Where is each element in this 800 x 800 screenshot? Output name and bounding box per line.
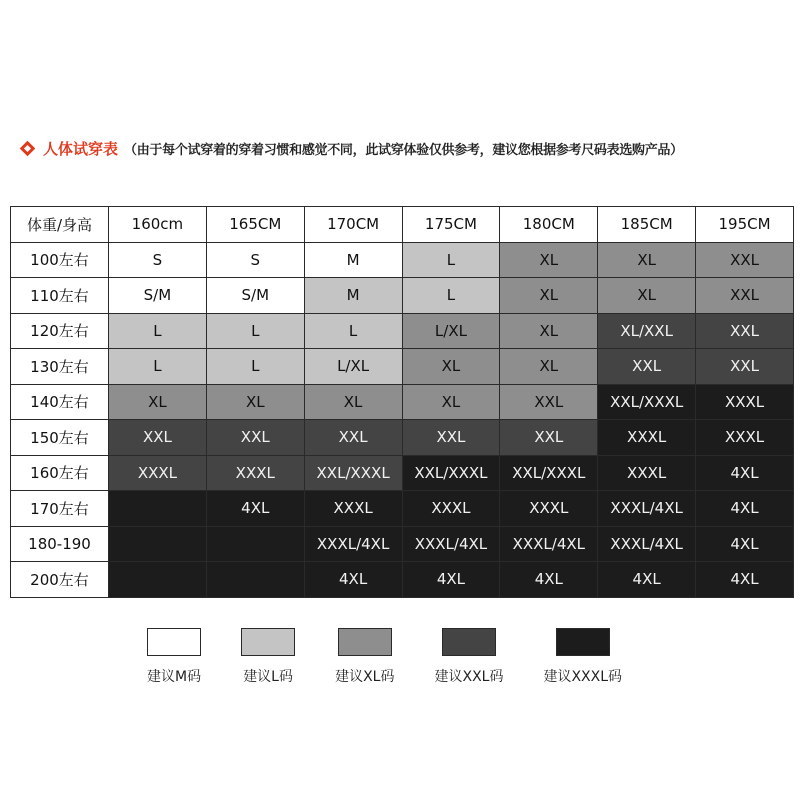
legend-label: 建议L码 bbox=[243, 669, 293, 685]
size-cell: XL bbox=[500, 242, 598, 278]
table-row bbox=[11, 420, 794, 456]
size-cell: XL bbox=[402, 384, 500, 420]
size-cell: XL bbox=[598, 242, 696, 278]
size-cell: XXL/XXXL bbox=[402, 455, 500, 491]
size-cell bbox=[206, 562, 304, 598]
weight-cell: 180-190 bbox=[11, 526, 109, 562]
size-cell: L bbox=[109, 349, 207, 385]
size-cell: XXXL/4XL bbox=[500, 526, 598, 562]
height-header: 185CM bbox=[598, 207, 696, 243]
size-cell: L bbox=[206, 313, 304, 349]
legend-label: 建议XXXL码 bbox=[543, 669, 623, 685]
weight-cell: 200左右 bbox=[11, 562, 109, 598]
height-header: 160cm bbox=[109, 207, 207, 243]
size-cell: 4XL bbox=[696, 491, 794, 527]
size-cell: XXXL bbox=[500, 491, 598, 527]
size-cell: 4XL bbox=[402, 562, 500, 598]
size-cell: XXL/XXXL bbox=[598, 384, 696, 420]
size-cell: 4XL bbox=[500, 562, 598, 598]
size-cell: XXL bbox=[696, 313, 794, 349]
title-bar bbox=[22, 138, 683, 159]
size-cell: L bbox=[402, 278, 500, 314]
size-cell: 4XL bbox=[304, 562, 402, 598]
size-cell: XL bbox=[500, 313, 598, 349]
size-cell: S bbox=[109, 242, 207, 278]
size-cell: 4XL bbox=[696, 455, 794, 491]
size-cell: L bbox=[304, 313, 402, 349]
size-cell: S/M bbox=[206, 278, 304, 314]
legend-item bbox=[434, 628, 503, 686]
size-cell: XL bbox=[500, 349, 598, 385]
legend-swatch bbox=[147, 628, 201, 656]
page-title: 人体试穿表 bbox=[43, 140, 119, 158]
diamond-icon bbox=[20, 141, 36, 157]
height-header: 170CM bbox=[304, 207, 402, 243]
legend-label: 建议XXL码 bbox=[434, 669, 504, 685]
size-cell: S/M bbox=[109, 278, 207, 314]
size-cell: XXL/XXXL bbox=[500, 455, 598, 491]
table-row bbox=[11, 526, 794, 562]
table-row bbox=[11, 242, 794, 278]
size-cell: M bbox=[304, 242, 402, 278]
size-cell: XXXL bbox=[402, 491, 500, 527]
size-cell: L bbox=[206, 349, 304, 385]
size-table bbox=[10, 206, 794, 598]
corner-header: 体重/身高 bbox=[11, 207, 109, 243]
size-cell: XL bbox=[206, 384, 304, 420]
legend-swatch bbox=[338, 628, 392, 656]
size-cell: XXL bbox=[109, 420, 207, 456]
size-cell: L bbox=[109, 313, 207, 349]
page-subtitle: （由于每个试穿着的穿着习惯和感觉不同，此试穿体验仅供参考，建议您根据参考尺码表选购产品） bbox=[124, 143, 683, 158]
size-cell: XXXL/4XL bbox=[402, 526, 500, 562]
size-cell: L bbox=[402, 242, 500, 278]
size-cell bbox=[206, 526, 304, 562]
table-row bbox=[11, 278, 794, 314]
size-cell: XXXL bbox=[696, 420, 794, 456]
size-cell: XXXL/4XL bbox=[598, 526, 696, 562]
weight-cell: 100左右 bbox=[11, 242, 109, 278]
size-cell: XL bbox=[402, 349, 500, 385]
size-cell: 4XL bbox=[696, 526, 794, 562]
size-cell: XXL bbox=[696, 278, 794, 314]
size-cell: 4XL bbox=[696, 562, 794, 598]
table-row bbox=[11, 384, 794, 420]
height-header: 175CM bbox=[402, 207, 500, 243]
size-cell: XXXL/4XL bbox=[304, 526, 402, 562]
legend-item bbox=[543, 628, 622, 686]
legend-swatch bbox=[556, 628, 610, 656]
size-cell: M bbox=[304, 278, 402, 314]
size-cell: XXXL/4XL bbox=[598, 491, 696, 527]
weight-cell: 110左右 bbox=[11, 278, 109, 314]
size-cell: XXL/XXXL bbox=[304, 455, 402, 491]
legend-label: 建议M码 bbox=[147, 669, 202, 685]
size-cell: XL bbox=[500, 278, 598, 314]
size-cell bbox=[109, 526, 207, 562]
size-cell: 4XL bbox=[206, 491, 304, 527]
size-cell: 4XL bbox=[598, 562, 696, 598]
size-cell: XL/XXL bbox=[598, 313, 696, 349]
table-row bbox=[11, 313, 794, 349]
legend-label: 建议XL码 bbox=[335, 669, 395, 685]
size-cell: XXL bbox=[598, 349, 696, 385]
size-cell: XXL bbox=[304, 420, 402, 456]
size-cell bbox=[109, 491, 207, 527]
weight-cell: 130左右 bbox=[11, 349, 109, 385]
legend-item bbox=[147, 628, 201, 686]
weight-cell: 150左右 bbox=[11, 420, 109, 456]
table-row bbox=[11, 349, 794, 385]
size-cell: XL bbox=[304, 384, 402, 420]
size-cell: L/XL bbox=[304, 349, 402, 385]
size-cell: XXXL bbox=[304, 491, 402, 527]
size-cell: XXXL bbox=[598, 455, 696, 491]
size-cell: XXXL bbox=[598, 420, 696, 456]
size-cell: XXL bbox=[696, 349, 794, 385]
table-row bbox=[11, 455, 794, 491]
height-header: 180CM bbox=[500, 207, 598, 243]
size-cell: XXL bbox=[206, 420, 304, 456]
legend-item bbox=[335, 628, 394, 686]
size-cell: XXXL bbox=[206, 455, 304, 491]
table-header-row bbox=[11, 207, 794, 243]
size-cell: XXL bbox=[402, 420, 500, 456]
color-legend bbox=[147, 628, 662, 686]
weight-cell: 160左右 bbox=[11, 455, 109, 491]
size-cell: XXL bbox=[696, 242, 794, 278]
size-cell: L/XL bbox=[402, 313, 500, 349]
legend-swatch bbox=[442, 628, 496, 656]
table-body bbox=[11, 242, 794, 597]
legend-item bbox=[241, 628, 295, 686]
size-cell: XXL bbox=[500, 420, 598, 456]
table-row bbox=[11, 491, 794, 527]
height-header: 195CM bbox=[696, 207, 794, 243]
size-cell: S bbox=[206, 242, 304, 278]
table-row bbox=[11, 562, 794, 598]
weight-cell: 170左右 bbox=[11, 491, 109, 527]
size-cell bbox=[109, 562, 207, 598]
legend-swatch bbox=[241, 628, 295, 656]
size-cell: XXL bbox=[500, 384, 598, 420]
weight-cell: 120左右 bbox=[11, 313, 109, 349]
weight-cell: 140左右 bbox=[11, 384, 109, 420]
size-cell: XXXL bbox=[109, 455, 207, 491]
size-cell: XXXL bbox=[696, 384, 794, 420]
size-cell: XL bbox=[598, 278, 696, 314]
height-header: 165CM bbox=[206, 207, 304, 243]
size-cell: XL bbox=[109, 384, 207, 420]
